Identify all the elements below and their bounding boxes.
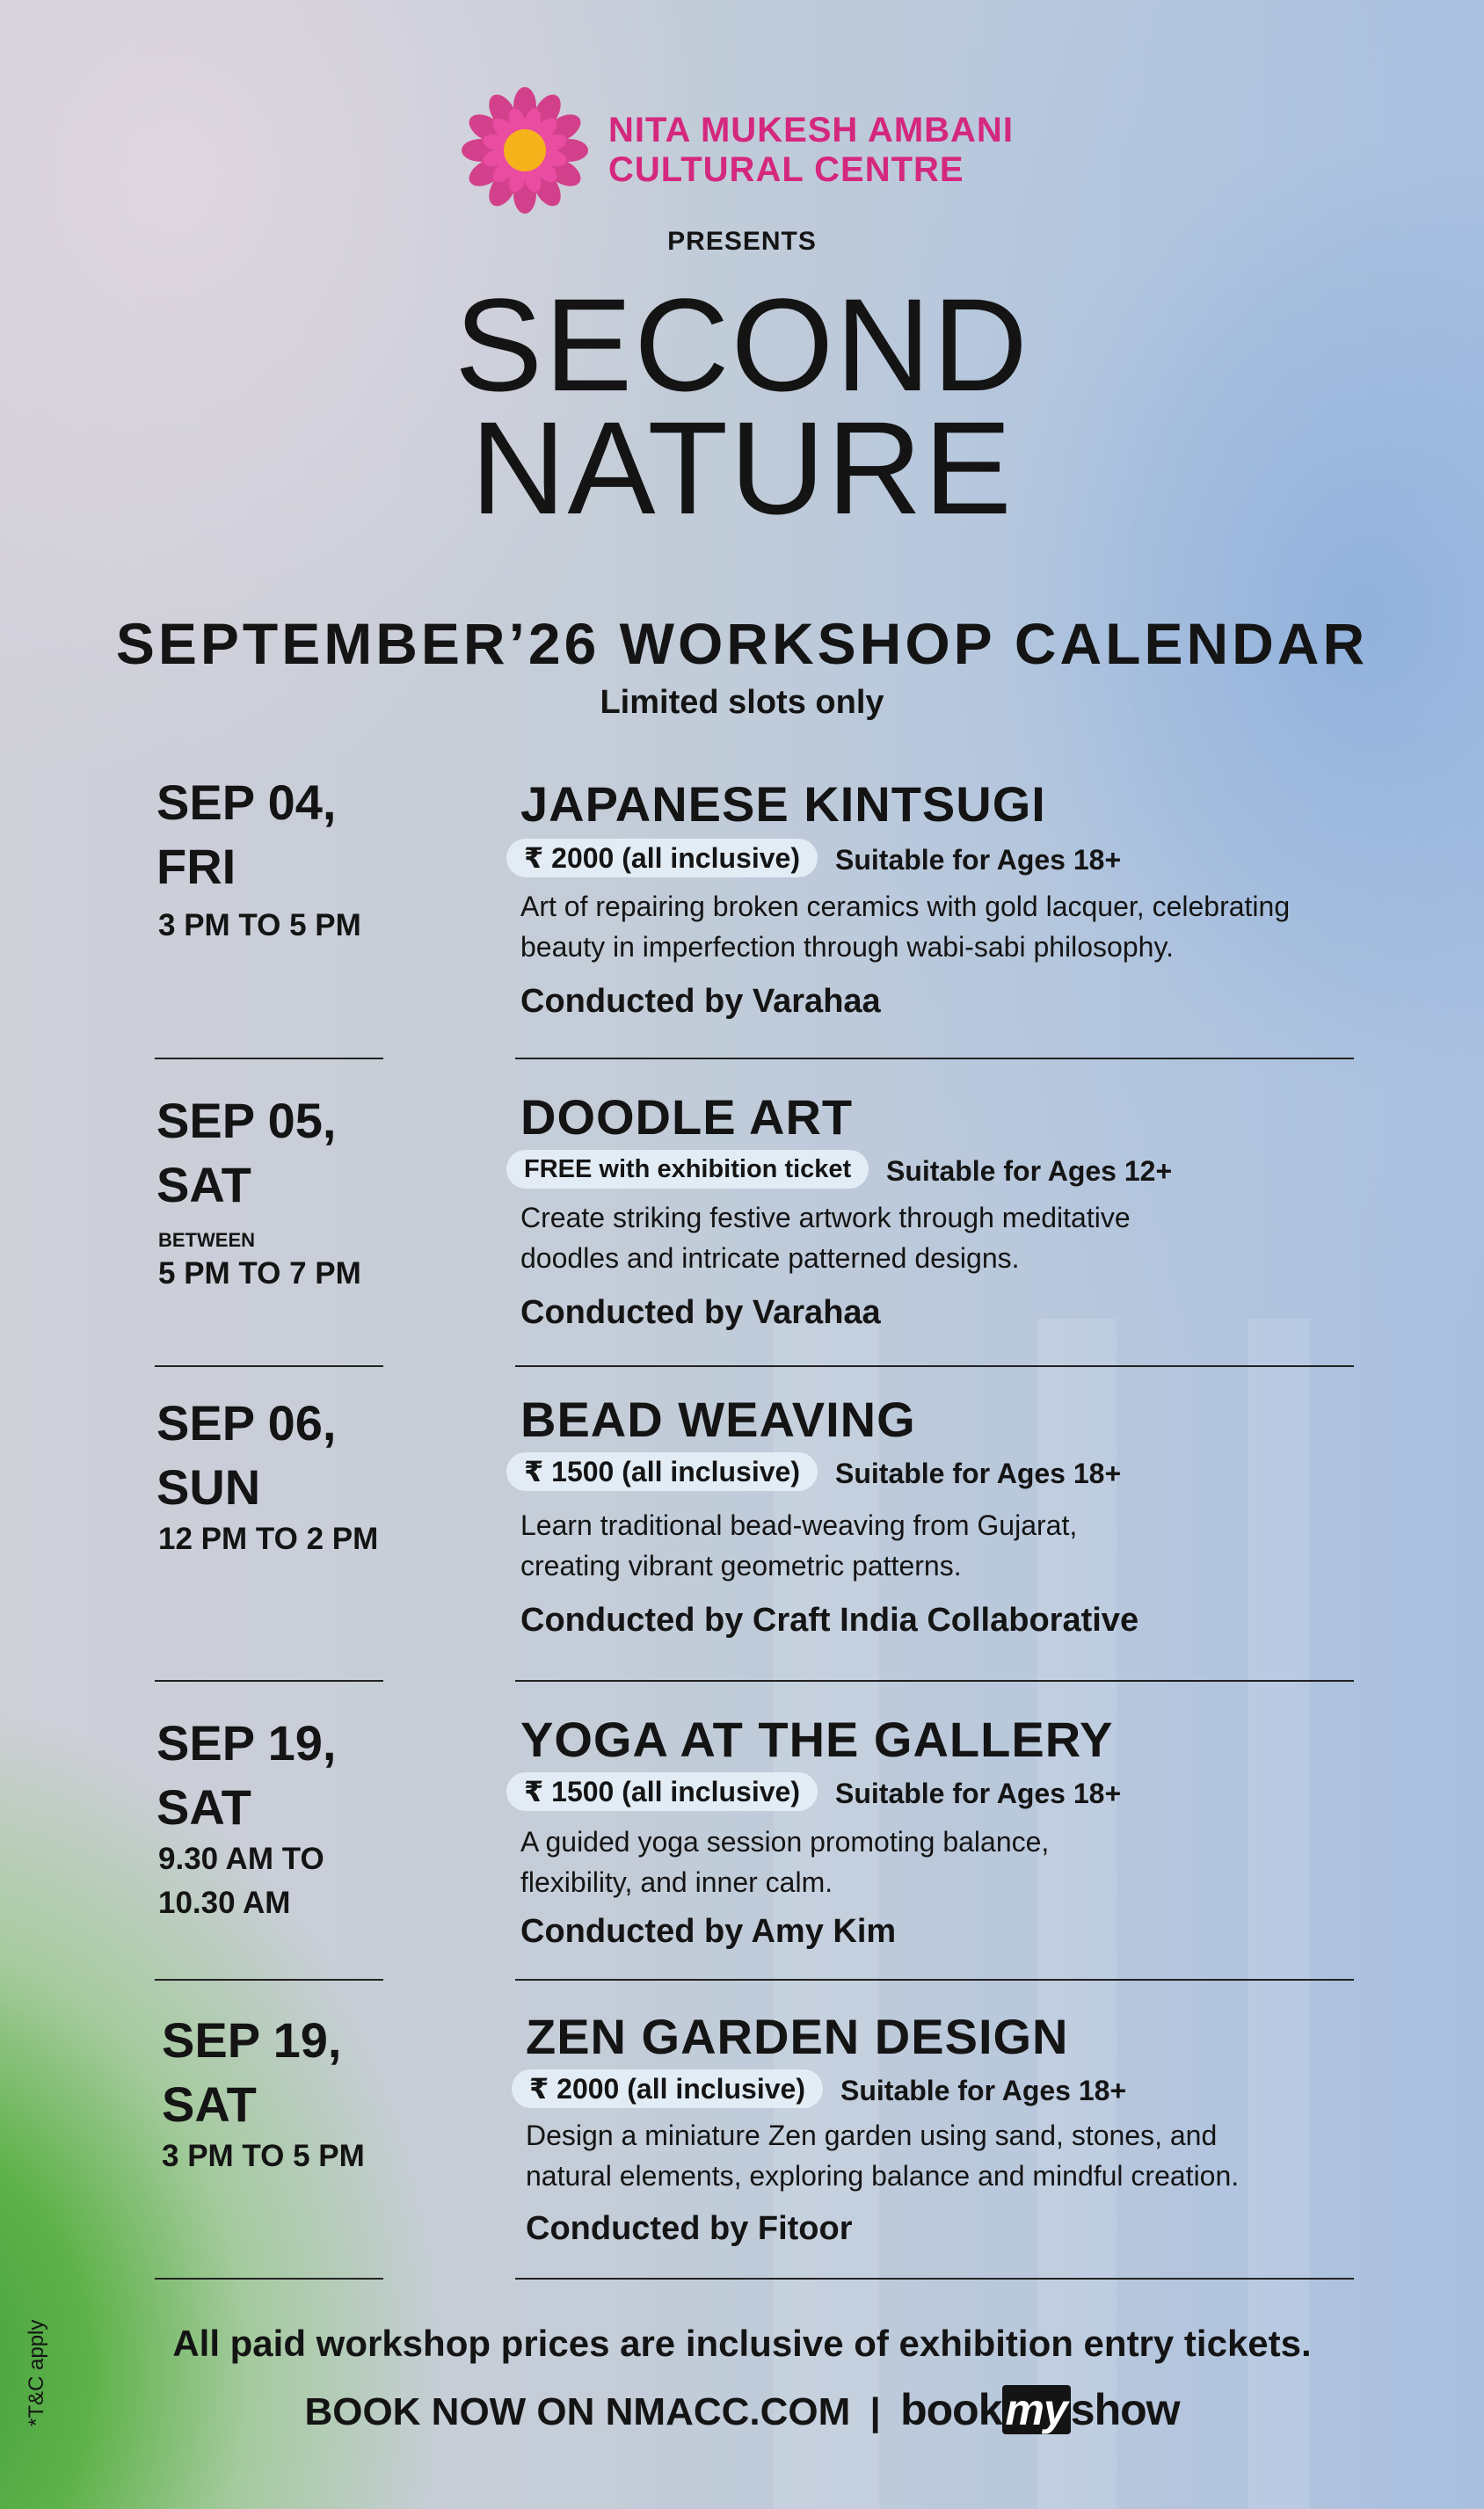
workshop-description [520,886,1382,967]
workshop-description [520,1197,1382,1278]
description-line: Design a miniature Zen garden using sand, stones, and [526,2120,1218,2151]
day-text: FRI [156,839,236,894]
age-suitability: Suitable for Ages 18+ [835,844,1122,876]
workshop-title: JAPANESE KINTSUGI [520,776,1046,832]
workshop-date [156,1711,336,1839]
event-title-line-1: SECOND [455,271,1029,418]
workshop-time: 3 PM TO 5 PM [158,908,361,942]
date-text: SEP 19, [162,2012,342,2068]
date-text: SEP 19, [156,1715,337,1771]
workshop-time: 12 PM TO 2 PM [158,1522,379,1556]
time-line: 9.30 AM TO [158,1842,324,1876]
brand-line-1: NITA MUKESH AMBANI [608,111,1014,149]
workshop-description [520,1822,1382,1902]
divider [515,1680,1354,1682]
description-line: natural elements, exploring balance and mindful creation. [526,2160,1240,2192]
date-text: SEP 06, [156,1395,337,1451]
day-text: SAT [162,2076,257,2132]
date-text: SEP 04, [156,775,337,830]
price-badge: ₹ 2000 (all inclusive) [506,839,818,877]
description-line: A guided yoga session promoting balance, [520,1826,1050,1858]
description-line: doodles and intricate patterned designs. [520,1242,1020,1274]
workshop-date [156,770,336,898]
age-suitability: Suitable for Ages 18+ [835,1778,1122,1809]
day-text: SAT [156,1157,251,1212]
divider [155,1365,383,1367]
divider [155,1058,383,1059]
day-text: SUN [156,1459,261,1515]
conducted-by: Conducted by Varahaa [520,983,881,1020]
age-suitability: Suitable for Ages 12+ [886,1155,1173,1187]
workshop-title: YOGA AT THE GALLERY [520,1712,1114,1767]
description-line: Learn traditional bead-weaving from Gujarat, [520,1509,1078,1541]
terms-note: *T&C apply [25,2319,48,2426]
divider [515,2278,1354,2280]
bms-show: show [1070,2385,1180,2434]
divider [155,1979,383,1981]
workshop-date [156,1391,336,1519]
bookmyshow-logo[interactable] [900,2385,1180,2434]
brand-line-2: CULTURAL CENTRE [608,150,964,189]
description-line: flexibility, and inner calm. [520,1866,833,1898]
age-suitability: Suitable for Ages 18+ [835,1458,1122,1489]
price-badge: ₹ 2000 (all inclusive) [512,2069,823,2108]
description-line: creating vibrant geometric patterns. [520,1550,962,1582]
workshop-time: 3 PM TO 5 PM [162,2139,365,2173]
age-suitability: Suitable for Ages 18+ [840,2075,1127,2106]
price-badge: ₹ 1500 (all inclusive) [506,1452,818,1491]
limited-slots-note: Limited slots only [600,684,884,721]
nmacc-lotus-logo [459,84,591,216]
divider [155,2278,383,2280]
day-text: SAT [156,1779,251,1835]
conducted-by: Conducted by Craft India Collaborative [520,1602,1139,1639]
booking-line [0,2384,1484,2435]
book-now-link[interactable]: BOOK NOW ON NMACC.COM [304,2390,851,2433]
workshop-time [158,1837,324,1925]
workshop-title: DOODLE ART [520,1089,854,1145]
divider [515,1365,1354,1367]
bms-book: book [900,2385,1002,2434]
workshop-title: ZEN GARDEN DESIGN [526,2009,1069,2064]
presents-label: PRESENTS [667,227,817,256]
workshop-title: BEAD WEAVING [520,1392,916,1447]
workshop-description [526,2115,1387,2196]
between-label: BETWEEN [158,1229,255,1251]
price-inclusion-note: All paid workshop prices are inclusive of exhibition entry tickets. [172,2323,1312,2364]
divider [515,1979,1354,1981]
conducted-by: Conducted by Amy Kim [520,1913,897,1950]
time-line: 10.30 AM [158,1886,291,1920]
description-line: Create striking festive artwork through meditative [520,1202,1131,1233]
date-text: SEP 05, [156,1093,337,1148]
conducted-by: Conducted by Varahaa [520,1294,881,1331]
event-title-line-2: NATURE [470,394,1014,542]
conducted-by: Conducted by Fitoor [526,2210,853,2247]
workshop-date [162,2008,341,2136]
divider [515,1058,1354,1059]
workshop-description [520,1505,1382,1586]
price-badge: ₹ 1500 (all inclusive) [506,1772,818,1811]
workshop-date [156,1088,336,1217]
event-title [0,271,1484,542]
workshop-time: 5 PM TO 7 PM [158,1256,361,1291]
price-badge: FREE with exhibition ticket [506,1150,869,1189]
description-line: beauty in imperfection through wabi-sabi philosophy. [520,931,1174,963]
calendar-title: SEPTEMBER’26 WORKSHOP CALENDAR [115,611,1369,676]
description-line: Art of repairing broken ceramics with gold lacquer, celebrating [520,891,1291,922]
brand-name [608,111,1014,190]
separator: | [869,2390,881,2433]
divider [155,1680,383,1682]
bms-my: my [1002,2385,1071,2434]
